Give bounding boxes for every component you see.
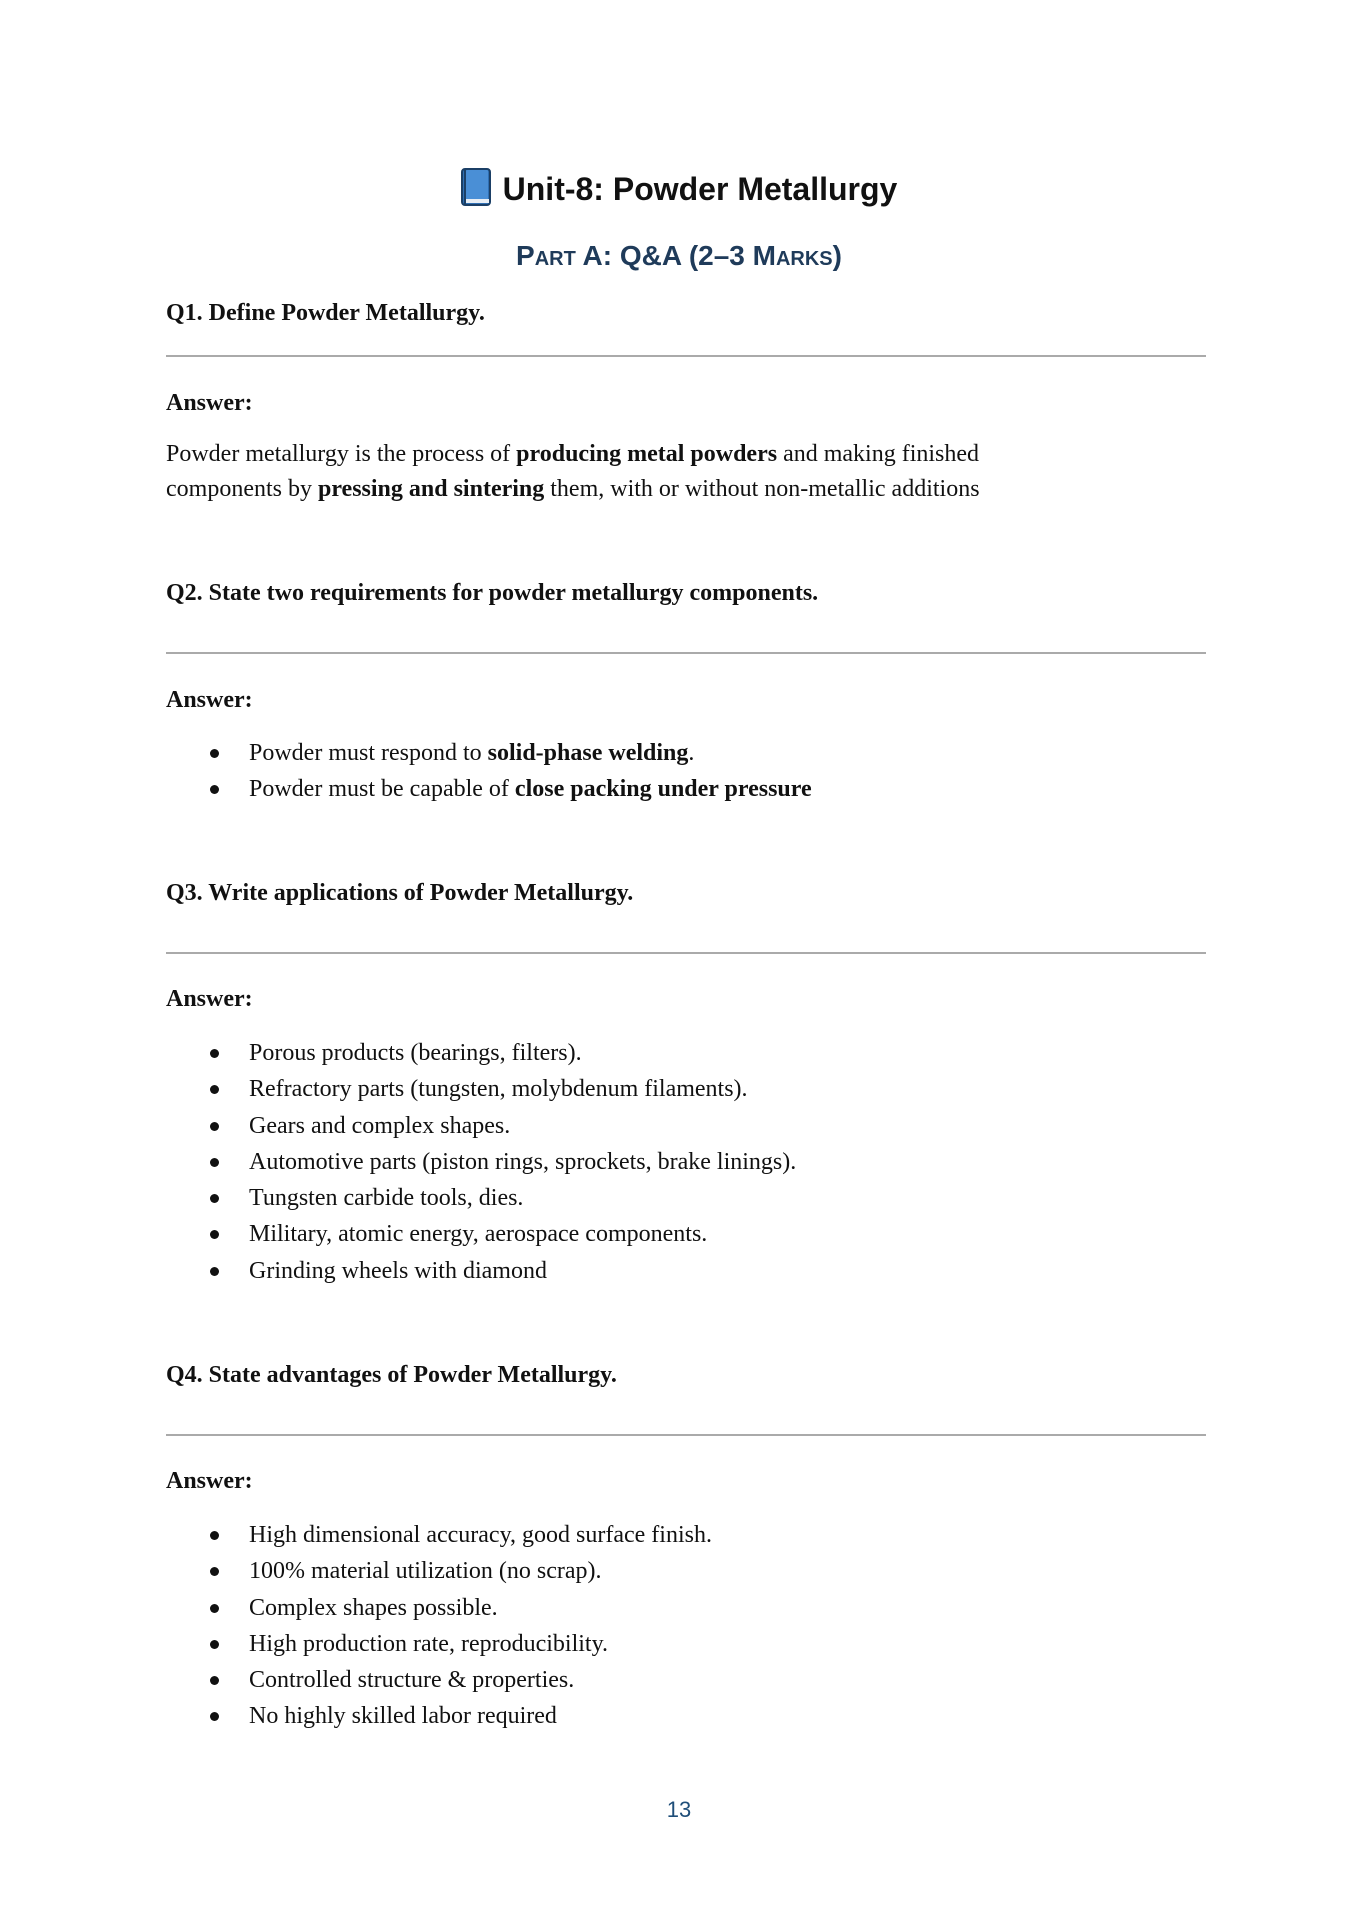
bullet-icon <box>210 1676 219 1685</box>
list-item <box>166 1216 1206 1252</box>
section-subtitle-text: Part A: Q&A (2–3 Marks) <box>516 240 842 271</box>
list-item-text: High dimensional accuracy, good surface finish. <box>249 1522 712 1548</box>
list-item-text: Porous products (bearings, filters). <box>249 1040 582 1066</box>
list-item-text: High production rate, reproducibility. <box>249 1630 609 1657</box>
section-subtitle <box>0 240 1358 272</box>
bold-text: solid-phase welding <box>487 740 689 766</box>
divider-2 <box>166 652 1206 654</box>
text-segment: Powder must respond to <box>249 740 488 766</box>
list-item <box>166 1144 1206 1180</box>
answer-1-line-2 <box>166 472 1206 507</box>
divider-3 <box>166 952 1206 954</box>
page-title <box>0 168 1358 208</box>
text-segment: . <box>688 740 695 766</box>
list-item <box>166 1180 1206 1216</box>
bold-text: producing metal powders <box>516 441 778 467</box>
page-title-text: Unit-8: Powder Metallurgy <box>502 171 898 207</box>
text-segment: Powder metallurgy is the process of <box>166 441 517 467</box>
bullet-icon <box>210 1194 219 1203</box>
answer-3-list <box>166 1035 1206 1289</box>
list-item <box>166 771 1206 807</box>
bullet-icon <box>210 1230 219 1239</box>
bullet-icon <box>210 1085 219 1094</box>
list-item <box>166 1590 1206 1626</box>
answer-1-line-1 <box>166 437 1206 472</box>
list-item <box>166 1698 1206 1734</box>
answer-label-4: Answer: <box>166 1468 253 1494</box>
bullet-icon <box>210 1267 219 1276</box>
answer-label-2: Answer: <box>166 687 253 713</box>
divider-1 <box>166 355 1206 357</box>
list-item <box>166 1108 1206 1144</box>
list-item-text: 100% material utilization (no scrap). <box>249 1558 602 1585</box>
answer-4-list <box>166 1517 1206 1735</box>
bullet-icon <box>210 1122 219 1131</box>
question-2: Q2. State two requirements for powder metallurgy components. <box>166 580 819 606</box>
bullet-icon <box>210 749 219 758</box>
list-item-text: Military, atomic energy, aerospace components. <box>249 1221 708 1248</box>
bullet-icon <box>210 1712 219 1721</box>
list-item <box>166 1553 1206 1589</box>
answer-label-3: Answer: <box>166 986 253 1012</box>
list-item <box>166 1662 1206 1698</box>
question-3: Q3. Write applications of Powder Metallurgy. <box>166 880 634 906</box>
list-item <box>166 735 1206 771</box>
divider-4 <box>166 1434 1206 1436</box>
list-item-text: Tungsten carbide tools, dies. <box>249 1185 524 1212</box>
answer-2-list <box>166 735 1206 808</box>
bullet-icon <box>210 1567 219 1576</box>
list-item-text: No highly skilled labor required <box>249 1703 557 1730</box>
list-item-text: Automotive parts (piston rings, sprockets, brake linings). <box>249 1148 797 1175</box>
list-item <box>166 1253 1206 1289</box>
bullet-icon <box>210 1531 219 1540</box>
bullet-icon <box>210 1640 219 1649</box>
list-item <box>166 1626 1206 1662</box>
bullet-icon <box>210 1158 219 1167</box>
page-number: 13 <box>666 1797 692 1822</box>
question-1: Q1. Define Powder Metallurgy. <box>166 300 485 326</box>
text-segment: them, with or without non-metallic additions <box>544 476 980 502</box>
bold-text: pressing and sintering <box>317 476 545 502</box>
list-item <box>166 1071 1206 1107</box>
text-segment: Powder must be capable of <box>249 776 515 803</box>
list-item <box>166 1517 1206 1553</box>
bullet-icon <box>210 1049 219 1058</box>
list-item <box>166 1035 1206 1071</box>
text-segment: and making finished <box>777 441 980 467</box>
list-item-text: Controlled structure & properties. <box>249 1667 575 1694</box>
list-item-text: Refractory parts (tungsten, molybdenum filaments). <box>249 1076 748 1103</box>
bold-text: close packing under pressure <box>514 776 812 803</box>
bullet-icon <box>210 785 219 794</box>
text-segment: components by <box>166 476 318 502</box>
list-item-text: Complex shapes possible. <box>249 1594 498 1621</box>
book-icon <box>461 168 491 206</box>
answer-label-1: Answer: <box>166 390 253 416</box>
bullet-icon <box>210 1604 219 1613</box>
question-4: Q4. State advantages of Powder Metallurgy. <box>166 1362 617 1388</box>
list-item-text: Grinding wheels with diamond <box>249 1257 547 1284</box>
list-item-text: Gears and complex shapes. <box>249 1112 511 1139</box>
